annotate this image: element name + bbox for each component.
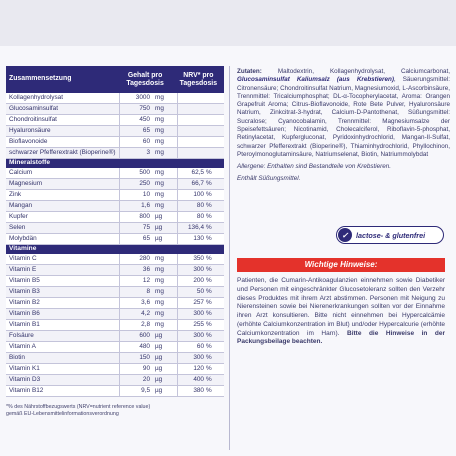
header-amount: Gehalt pro Tagesdosis <box>126 71 164 87</box>
row-amount: 12 <box>142 277 150 284</box>
row-unit: mg <box>153 104 178 114</box>
row-name: Chondroitinsulfat <box>6 115 120 125</box>
header-nrv: NRV* pro Tagesdosis <box>179 71 218 87</box>
table-row <box>6 386 224 397</box>
row-nrv: 200 <box>193 277 204 284</box>
row-nrv <box>178 148 204 158</box>
row-unit: µg <box>153 386 178 396</box>
row-percent-sign <box>204 148 220 158</box>
row-amount: 250 <box>139 180 150 187</box>
row-unit: µg <box>153 375 178 385</box>
row-amount: 1,6 <box>141 202 150 209</box>
row-amount: 10 <box>142 191 150 198</box>
row-unit: mg <box>153 137 178 147</box>
row-nrv: 62,5 <box>191 169 204 176</box>
row-name: Mangan <box>6 201 120 211</box>
row-percent-sign <box>204 93 220 103</box>
row-name: Selen <box>6 223 120 233</box>
row-name: Vitamin C <box>6 254 120 264</box>
row-unit: mg <box>153 168 178 178</box>
row-amount: 90 <box>142 365 150 372</box>
row-percent-sign: % <box>206 288 212 295</box>
row-unit: mg <box>153 309 178 319</box>
row-nrv: 300 <box>193 266 204 273</box>
table-row <box>6 353 224 364</box>
row-percent-sign <box>204 115 220 125</box>
row-unit: µg <box>153 353 178 363</box>
row-unit: µg <box>153 331 178 341</box>
row-unit: µg <box>153 212 178 222</box>
row-unit: mg <box>153 148 178 158</box>
row-name: schwarzer Pfefferextrakt (Bioperine®) <box>6 148 120 158</box>
row-percent-sign: % <box>206 332 212 339</box>
table-row <box>6 104 224 115</box>
table-row <box>6 342 224 353</box>
row-amount: 450 <box>139 116 150 123</box>
row-percent-sign: % <box>206 321 212 328</box>
row-nrv: 60 <box>196 343 204 350</box>
row-name: Vitamin B1 <box>6 320 120 330</box>
table-row <box>6 115 224 126</box>
table-row <box>6 298 224 309</box>
row-nrv: 66,7 <box>191 180 204 187</box>
warning-bold-text: Bitte die Hinweise in der Packungsbeilage beachten. <box>237 329 445 346</box>
row-amount: 65 <box>142 127 150 134</box>
row-unit: mg <box>153 254 178 264</box>
row-percent-sign: % <box>206 255 212 262</box>
row-amount: 480 <box>139 343 150 350</box>
row-unit: µg <box>153 364 178 374</box>
allergy-note: Allergene: Enthalten sind Bestandteile von Krebstieren. <box>237 163 392 171</box>
row-name: Magnesium <box>6 179 120 189</box>
row-nrv: 130 <box>193 235 204 242</box>
column-divider <box>229 66 230 450</box>
row-percent-sign: % <box>206 376 212 383</box>
row-percent-sign: % <box>206 191 212 198</box>
row-nrv: 300 <box>193 310 204 317</box>
row-nrv <box>178 93 204 103</box>
row-amount: 3 <box>146 149 150 156</box>
row-percent-sign: % <box>206 202 212 209</box>
nutrition-table <box>6 66 224 397</box>
row-unit: mg <box>153 276 178 286</box>
footnote-line-2: gemäß EU-Lebensmittelinformationsverordnung <box>6 410 119 417</box>
row-amount: 600 <box>139 332 150 339</box>
row-name: Vitamin B2 <box>6 298 120 308</box>
row-nrv: 120 <box>193 365 204 372</box>
table-row <box>6 137 224 148</box>
top-band <box>0 0 456 46</box>
row-unit: mg <box>153 298 178 308</box>
row-amount: 500 <box>139 169 150 176</box>
table-row <box>6 265 224 276</box>
table-row <box>6 168 224 179</box>
section-vitamins: Vitamine <box>6 245 224 254</box>
row-unit: µg <box>153 234 178 244</box>
row-nrv: 80 <box>196 202 204 209</box>
row-nrv <box>178 137 204 147</box>
warning-text: Patienten, die Cumarin-Antikoagulanzien einnehmen sowie Diabetiker und Personen mit eingeschränkter Glucosetoleranz sollten den Verzehr dieses Produktes mit ihrem Arzt abstimmen. Personen mit Neigung zu Nierensteinen sowie bei Nierenerkrankungen sollten vor der Einnahme ihren Arzt konsultieren. Bitte nicht einnehmen bei Hypercalcämie (erhöhte Calciumkonzentration im Blut) und/oder Hypercalcurie (erhöhte Calciumkonzentration im Harn). <box>237 277 445 337</box>
row-name: Vitamin A <box>6 342 120 352</box>
table-row <box>6 254 224 265</box>
ingredients-highlight: Glucosaminsulfat Kaliumsalz (aus Krebstieren) <box>237 76 394 84</box>
row-name: Vitamin B6 <box>6 309 120 319</box>
table-header <box>6 66 224 93</box>
row-name: Bioflavonoide <box>6 137 120 147</box>
main-rows <box>6 93 224 159</box>
row-amount: 150 <box>139 354 150 361</box>
row-percent-sign: % <box>206 235 212 242</box>
row-unit: mg <box>153 190 178 200</box>
row-percent-sign: % <box>206 169 212 176</box>
row-nrv: 257 <box>193 299 204 306</box>
check-icon: ✓ <box>338 228 352 242</box>
table-row <box>6 375 224 386</box>
section-minerals: Mineralstoffe <box>6 159 224 168</box>
table-row <box>6 148 224 159</box>
row-amount: 36 <box>142 266 150 273</box>
row-name: Hyaluronsäure <box>6 126 120 136</box>
row-nrv: 80 <box>196 213 204 220</box>
footnote-line-1: *% des Nährstoffbezugswerts (NRV=nutrient reference value) <box>6 404 151 410</box>
table-row <box>6 364 224 375</box>
row-nrv: 136,4 <box>188 224 204 231</box>
table-row <box>6 223 224 234</box>
table-row <box>6 320 224 331</box>
row-amount: 75 <box>142 224 150 231</box>
row-unit: mg <box>153 201 178 211</box>
row-amount: 3,6 <box>141 299 150 306</box>
row-amount: 60 <box>142 138 150 145</box>
row-percent-sign: % <box>206 266 212 273</box>
row-amount: 20 <box>142 376 150 383</box>
row-name: Vitamin E <box>6 265 120 275</box>
ingredients-block <box>237 68 450 183</box>
row-nrv <box>178 115 204 125</box>
warning-block <box>237 277 445 347</box>
row-percent-sign <box>204 137 220 147</box>
row-nrv <box>178 126 204 136</box>
row-name: Calcium <box>6 168 120 178</box>
row-name: Vitamin D3 <box>6 375 120 385</box>
row-percent-sign: % <box>206 224 212 231</box>
row-percent-sign <box>204 104 220 114</box>
row-unit: µg <box>153 342 178 352</box>
table-row <box>6 201 224 212</box>
table-row <box>6 126 224 137</box>
sweetener-note: Enthält Süßungsmittel. <box>237 174 301 182</box>
row-amount: 2,8 <box>141 321 150 328</box>
row-name: Molybdän <box>6 234 120 244</box>
row-amount: 280 <box>139 255 150 262</box>
row-percent-sign: % <box>206 310 212 317</box>
table-row <box>6 179 224 190</box>
ingredients-label: Zutaten: <box>237 68 262 75</box>
row-name: Vitamin K1 <box>6 364 120 374</box>
row-percent-sign: % <box>206 277 212 284</box>
row-nrv <box>178 104 204 114</box>
row-name: Folsäure <box>6 331 120 341</box>
row-unit: mg <box>153 115 178 125</box>
mineral-rows <box>6 168 224 245</box>
row-name: Biotin <box>6 353 120 363</box>
table-row <box>6 212 224 223</box>
table-row <box>6 234 224 245</box>
row-name: Vitamin B3 <box>6 287 120 297</box>
row-percent-sign: % <box>206 354 212 361</box>
row-nrv: 300 <box>193 332 204 339</box>
table-row <box>6 287 224 298</box>
row-percent-sign: % <box>206 387 212 394</box>
row-name: Glucosaminsulfat <box>6 104 120 114</box>
row-unit: mg <box>153 93 178 103</box>
row-name: Vitamin B12 <box>6 386 120 396</box>
row-unit: mg <box>153 320 178 330</box>
row-percent-sign: % <box>206 365 212 372</box>
row-amount: 750 <box>139 105 150 112</box>
table-footnote <box>6 404 224 418</box>
header-composition: Zusammensetzung <box>9 75 72 83</box>
ingredients-text <box>237 68 450 159</box>
row-amount: 3000 <box>135 94 150 101</box>
row-unit: mg <box>153 179 178 189</box>
vitamin-rows <box>6 254 224 397</box>
row-amount: 8 <box>146 288 150 295</box>
lactose-gluten-free-badge <box>336 226 444 244</box>
row-percent-sign: % <box>206 180 212 187</box>
row-unit: mg <box>153 287 178 297</box>
row-amount: 4,2 <box>141 310 150 317</box>
ingredients-part-1: Maltodextrin, Kollagenhydrolysat, Calciumcarbonat, <box>277 68 450 75</box>
row-name: Vitamin B5 <box>6 276 120 286</box>
table-row <box>6 93 224 104</box>
row-unit: µg <box>153 223 178 233</box>
row-nrv: 100 <box>193 191 204 198</box>
row-nrv: 380 <box>193 387 204 394</box>
row-amount: 800 <box>139 213 150 220</box>
row-nrv: 50 <box>196 288 204 295</box>
table-row <box>6 190 224 201</box>
row-percent-sign: % <box>206 299 212 306</box>
row-amount: 65 <box>142 235 150 242</box>
row-nrv: 350 <box>193 255 204 262</box>
row-name: Zink <box>6 190 120 200</box>
row-nrv: 400 <box>193 376 204 383</box>
row-nrv: 255 <box>193 321 204 328</box>
row-unit: mg <box>153 265 178 275</box>
table-row <box>6 331 224 342</box>
row-unit: mg <box>153 126 178 136</box>
row-name: Kollagenhydrolysat <box>6 93 120 103</box>
row-percent-sign <box>204 126 220 136</box>
table-row <box>6 309 224 320</box>
row-nrv: 300 <box>193 354 204 361</box>
badge-label: lactose- & glutenfrei <box>356 230 426 240</box>
warning-title: Wichtige Hinweise: <box>237 258 445 272</box>
row-percent-sign: % <box>206 343 212 350</box>
row-percent-sign: % <box>206 213 212 220</box>
row-amount: 9,5 <box>141 387 150 394</box>
ingredients-part-2: , Säuerungsmittel: Citronensäure; Chondroitinsulfat Natrium, Magnesiumoxid, L-Ascorbinsäure, Trennmittel: Tricalciumphosphat; DL-α-Tocopherylacetat, Aroma: Orangen Grapefruit Aroma; Citrus-Bioflavonoide, Rote Bete Pulver, Hyaluronsäure Natrium, Zinkcitrat-3-hydrat, Calcium-D-Pantothenat, Süßungsmittel: Sucralose; Cyanocobalamin, Trennmittel: Magnesiumsalze der Speisefettsäuren; Nicotinamid, Cholecalciferol, Riboflavin-5-phosphat, Retinylacetat, Kupfergluconat, Pyridoxinhydrochlorid, Mangan-II-Sulfat, schwarzer Pfefferextrakt (Bioperine®), Thiaminhydrochlorid, Phyllochinon, Pteroylmonoglutaminsäure, Natriumselenat, Biotin, Natriummolybdat <box>237 76 450 158</box>
table-row <box>6 276 224 287</box>
row-name: Kupfer <box>6 212 120 222</box>
